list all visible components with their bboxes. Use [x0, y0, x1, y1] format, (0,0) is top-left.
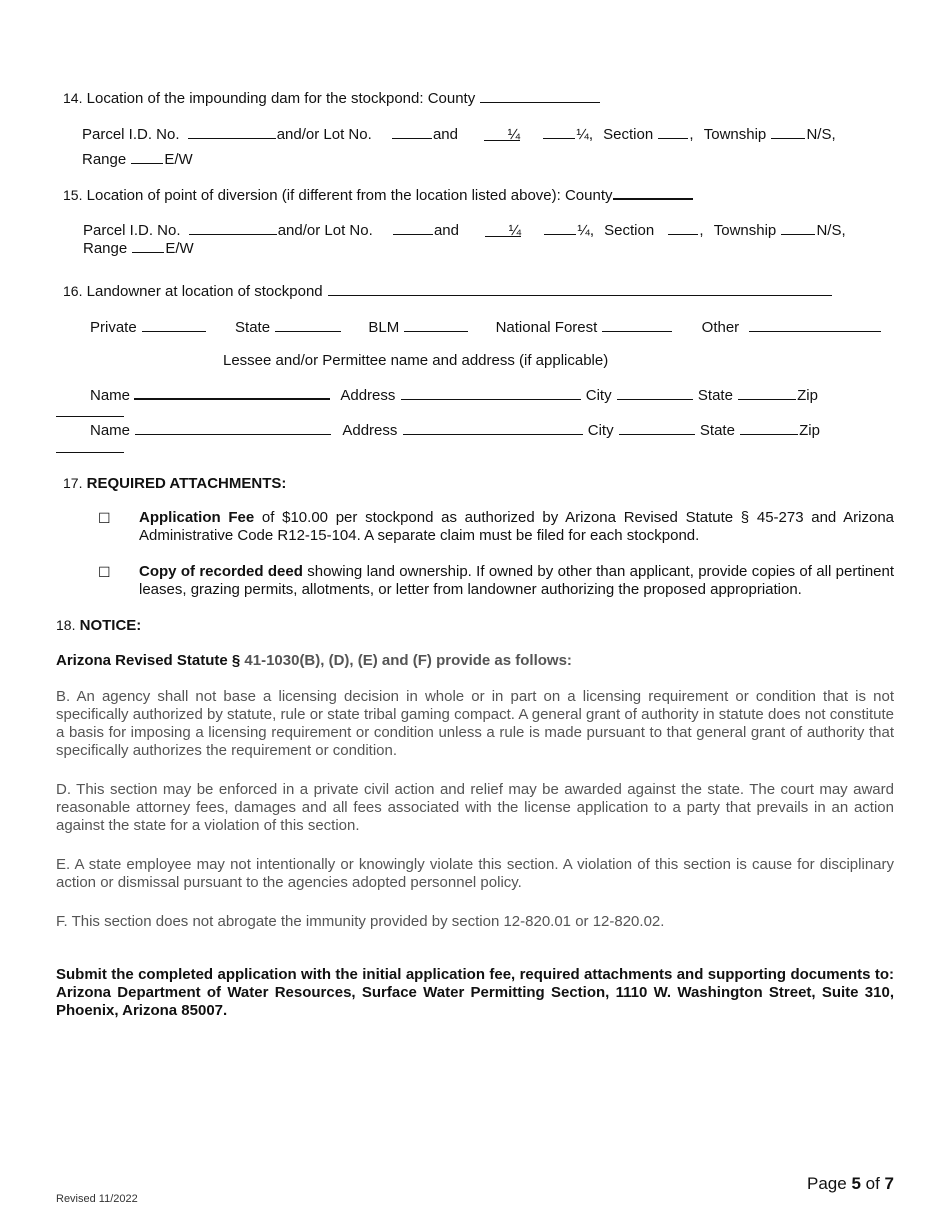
- q16-lessee-row-1: [90, 384, 818, 405]
- q16-forest-label: National Forest: [495, 319, 598, 336]
- attachment-deed-desc: showing land ownership. If owned by other than applicant, provide copies of all pertinent leases, grazing permits, allotments, or letter from landowner authorizing the proposed appropriation.: [139, 563, 895, 598]
- q16-landowner-field[interactable]: [328, 281, 832, 296]
- lessee2-address-field[interactable]: [403, 420, 583, 435]
- lessee2-city-field[interactable]: [619, 420, 695, 435]
- lessee1-name-field[interactable]: [134, 384, 330, 400]
- q15-parcel-label: Parcel I.D. No.: [83, 222, 181, 239]
- q15-section-field[interactable]: [668, 220, 698, 235]
- lessee1-zip-field[interactable]: [56, 402, 124, 417]
- q14-quarter1: ¼: [507, 126, 521, 143]
- lessee2-city-label: City: [587, 422, 614, 439]
- q14-range-field[interactable]: [131, 149, 163, 164]
- lessee1-city-field[interactable]: [617, 385, 693, 400]
- q15-quarter-field-1[interactable]: [485, 222, 521, 237]
- q16-other-label: Other: [701, 319, 740, 336]
- q17-number: 17.: [63, 475, 83, 491]
- q14-line: [63, 88, 601, 108]
- q18-number: 18.: [56, 617, 76, 633]
- attachment-deed-title: Copy of recorded deed: [139, 563, 303, 580]
- q15-number: 15.: [63, 187, 83, 203]
- q15-label: Location of point of diversion (if different from the location listed above): County: [86, 187, 613, 204]
- q14-ns-label: N/S,: [806, 126, 836, 143]
- q14-parcel-line: [82, 124, 836, 144]
- lessee1-zip-field-wrap: [56, 402, 124, 422]
- attachment-deed-checkbox[interactable]: ☐: [98, 564, 111, 580]
- q15-parcel-field[interactable]: [189, 220, 277, 235]
- lessee2-state-field[interactable]: [740, 420, 798, 435]
- notice-paragraph-d: D. This section may be enforced in a private civil action and relief may be awarded against the state. The court may award reasonable attorney fees, damages and all fees associated with the license application to a party that prevails in an action against the state for a violation of this section.: [56, 781, 894, 834]
- q16-ownership-line: [90, 317, 882, 337]
- q14-township-label: Township: [703, 126, 767, 143]
- page-number: [807, 1174, 894, 1194]
- lessee2-zip-label: Zip: [799, 422, 820, 439]
- statute-heading-a: Arizona Revised Statute §: [56, 652, 245, 669]
- q15-and-label: and: [433, 222, 459, 239]
- lessee1-zip-label: Zip: [797, 387, 818, 404]
- q14-section-label: Section: [603, 126, 654, 143]
- q18-line: [56, 616, 141, 635]
- lessee2-name-field[interactable]: [135, 420, 331, 435]
- attachment-deed-text: [139, 563, 894, 599]
- page-current: 5: [851, 1174, 861, 1193]
- q15-township-field[interactable]: [781, 220, 815, 235]
- q15-comma: ,: [699, 222, 704, 239]
- q15-ns-label: N/S,: [816, 222, 846, 239]
- attachment-fee-text: [139, 509, 894, 545]
- q16-blm-field[interactable]: [404, 317, 468, 332]
- q16-state-field[interactable]: [275, 317, 341, 332]
- q14-and-label: and: [432, 126, 458, 143]
- lessee2-zip-field-wrap: [56, 438, 124, 458]
- q14-parcel-label: Parcel I.D. No.: [82, 126, 180, 143]
- q15-township-label: Township: [713, 222, 777, 239]
- q17-heading: REQUIRED ATTACHMENTS:: [86, 475, 287, 492]
- q15-range-line: [83, 238, 194, 258]
- statute-heading: [56, 652, 572, 670]
- lessee2-zip-field[interactable]: [56, 438, 124, 453]
- q15-ew-label: E/W: [165, 240, 194, 257]
- q17-line: [63, 474, 286, 493]
- lessee1-state-label: State: [697, 387, 733, 404]
- q16-state-label: State: [235, 319, 271, 336]
- q18-heading: NOTICE:: [79, 617, 142, 634]
- lessee1-city-label: City: [585, 387, 612, 404]
- q15-lot-field-1[interactable]: [393, 220, 433, 235]
- q15-county-field[interactable]: [613, 184, 693, 200]
- q14-township-field[interactable]: [771, 124, 805, 139]
- lessee1-address-label: Address: [340, 387, 396, 404]
- q15-parcel-line: [83, 220, 846, 240]
- q16-forest-field[interactable]: [602, 317, 672, 332]
- q14-number: 14.: [63, 90, 83, 106]
- q15-quarter-field-2[interactable]: [544, 220, 576, 235]
- attachment-fee-desc: of $10.00 per stockpond as authorized by Arizona Revised Statute § 45-273 and Arizona Administrative Code R12-15-104. A separate claim must be filed for each stockpond.: [139, 509, 895, 544]
- attachment-fee-title: Application Fee: [139, 509, 255, 526]
- q14-section-field[interactable]: [658, 124, 688, 139]
- q14-lot-label: and/or Lot No.: [276, 126, 372, 143]
- q16-private-label: Private: [90, 319, 137, 336]
- notice-paragraph-b: B. An agency shall not base a licensing decision in whole or in part on a licensing requirement or condition that is not specifically authorized by statute, rule or state tribal gaming compact. A general grant of authority in statute does not constitute a basis for imposing a licensing requirement or condition unless a rule is made pursuant to that general grant of authority that specifically authorizes the requirement or condition.: [56, 688, 894, 759]
- statute-heading-b: 41-1030(B), (D), (E) and (F) provide as follows:: [244, 652, 572, 669]
- q16-lessee-heading: Lessee and/or Permittee name and address (if applicable): [223, 352, 609, 369]
- q16-line: [63, 281, 833, 301]
- lessee1-state-field[interactable]: [738, 385, 796, 400]
- q15-range-field[interactable]: [132, 238, 164, 253]
- page-prefix: Page: [807, 1174, 852, 1193]
- notice-paragraph-f: F. This section does not abrogate the immunity provided by section 12-820.01 or 12-820.02.: [56, 913, 665, 930]
- q14-quarter-field-2[interactable]: [543, 124, 575, 139]
- page-mid: of: [860, 1174, 885, 1193]
- q15-line: [63, 184, 693, 205]
- notice-paragraph-e: E. A state employee may not intentionally or knowingly violate this section. A violation of this section is cause for disciplinary action or dismissal pursuant to the agencies adopted personnel policy.: [56, 856, 894, 891]
- lessee1-address-field[interactable]: [401, 385, 581, 400]
- q14-quarter2: ¼,: [576, 126, 593, 143]
- q14-ew-label: E/W: [164, 151, 193, 168]
- q14-lot-field-1[interactable]: [392, 124, 432, 139]
- lessee1-name-label: Name: [90, 387, 131, 404]
- q15-lot-label: and/or Lot No.: [277, 222, 373, 239]
- revised-date: Revised 11/2022: [56, 1193, 138, 1205]
- lessee2-address-label: Address: [342, 422, 398, 439]
- q14-quarter-field-1[interactable]: [484, 126, 520, 141]
- q15-section-label: Section: [604, 222, 655, 239]
- q14-label: Location of the impounding dam for the stockpond: County: [86, 90, 476, 107]
- q15-quarter1: ¼: [508, 222, 522, 239]
- q14-comma: ,: [689, 126, 694, 143]
- q15-range-label: Range: [83, 240, 128, 257]
- lessee2-state-label: State: [699, 422, 735, 439]
- q14-range-label: Range: [82, 151, 127, 168]
- q16-private-field[interactable]: [142, 317, 206, 332]
- q16-lessee-row-2: [90, 420, 820, 440]
- q16-blm-label: BLM: [368, 319, 400, 336]
- q16-label: Landowner at location of stockpond: [86, 283, 323, 300]
- q15-quarter2: ¼,: [577, 222, 594, 239]
- q16-number: 16.: [63, 283, 83, 299]
- q14-range-line: [82, 149, 193, 169]
- q16-other-field[interactable]: [749, 317, 881, 332]
- attachment-fee-checkbox[interactable]: ☐: [98, 510, 111, 526]
- lessee2-name-label: Name: [90, 422, 131, 439]
- submit-instructions: Submit the completed application with the initial application fee, required attachments and supporting documents to: Arizona Department of Water Resources, Surface Water Permitting Section, 1110 W. Washington Street, Suite 310, Phoenix, Arizona 85007.: [56, 966, 894, 1019]
- q14-county-field[interactable]: [480, 88, 600, 103]
- page-total: 7: [884, 1174, 894, 1193]
- q14-parcel-field[interactable]: [188, 124, 276, 139]
